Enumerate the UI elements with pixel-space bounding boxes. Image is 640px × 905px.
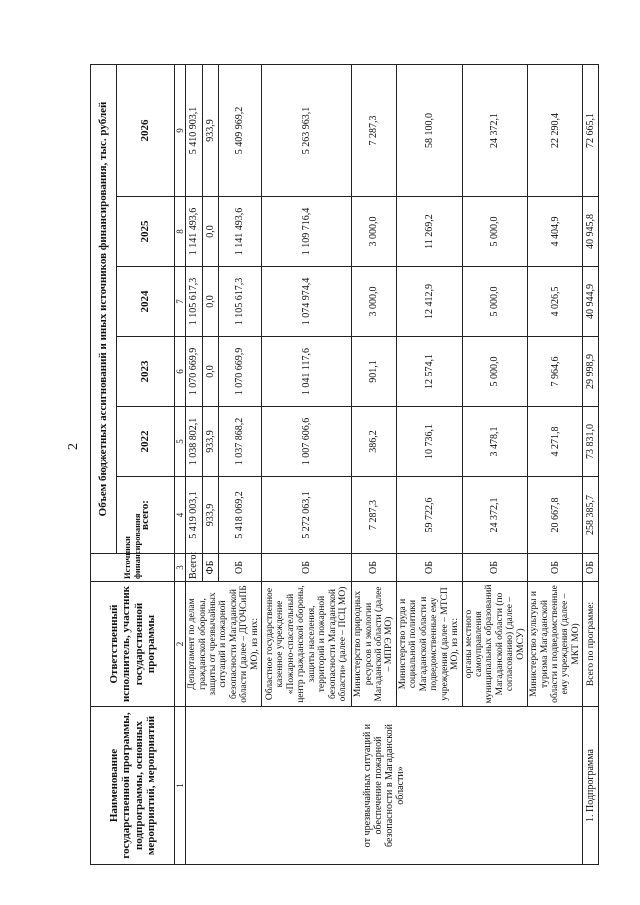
source-cell: ФБ: [202, 554, 218, 582]
value-cell: 1 037 868,2: [218, 407, 261, 477]
value-cell: 24 372,1: [462, 64, 528, 196]
value-cell: 5 272 063,1: [262, 477, 352, 554]
value-cell: 5 000,0: [462, 267, 528, 337]
value-cell: 4 271,8: [528, 407, 583, 477]
value-cell: 4 026,5: [528, 267, 583, 337]
header-year: 2024: [117, 267, 175, 337]
header-year: 2022: [117, 407, 175, 477]
column-number: 9: [175, 64, 186, 196]
source-cell: ОБ: [583, 554, 599, 582]
value-cell: 10 736,1: [396, 407, 462, 477]
header-year: 2023: [117, 337, 175, 407]
source-cell: ОБ: [462, 554, 528, 582]
source-cell: ОБ: [528, 554, 583, 582]
source-cell: Всего:: [186, 554, 202, 582]
value-cell: 22 290,4: [528, 64, 583, 196]
value-cell: 12 574,1: [396, 337, 462, 407]
column-number: 4: [175, 477, 186, 554]
subprogram-name-cell: 1. Подпрограмма: [583, 707, 599, 865]
value-cell: 4 404,9: [528, 197, 583, 267]
value-cell: 7 287,3: [352, 477, 397, 554]
value-cell: 72 665,1: [583, 64, 599, 196]
value-cell: 1 141 493,6: [186, 197, 202, 267]
value-cell: 1 007 606,6: [262, 407, 352, 477]
value-cell: 5 000,0: [462, 337, 528, 407]
value-cell: 901,1: [352, 337, 397, 407]
value-cell: 12 412,9: [396, 267, 462, 337]
page-number: 2: [66, 443, 81, 450]
value-cell: 933,9: [202, 407, 218, 477]
header-year: 2026: [117, 64, 175, 196]
value-cell: 0,0: [202, 267, 218, 337]
value-cell: 5 419 003,1: [186, 477, 202, 554]
value-cell: 59 722,6: [396, 477, 462, 554]
rotated-table-container: [90, 65, 597, 865]
value-cell: 40 945,8: [583, 197, 599, 267]
value-cell: 20 667,8: [528, 477, 583, 554]
value-cell: 0,0: [202, 197, 218, 267]
column-number: 2: [175, 582, 186, 707]
source-cell: ОБ: [218, 554, 261, 582]
executor-cell: Департамент по делам гражданской обороны, защиты от чрезвычайных ситуаций и пожарной безопасности Магаданской области (далее – ДГОЧСиПБ МО), из них:: [186, 582, 262, 707]
value-cell: 1 074 974,4: [262, 267, 352, 337]
column-number: 1: [175, 707, 186, 865]
value-cell: 933,9: [202, 477, 218, 554]
budget-table: [90, 64, 599, 865]
header-source: Источники финансирования: [91, 554, 175, 582]
source-cell: ОБ: [396, 554, 462, 582]
value-cell: 58 100,0: [396, 64, 462, 196]
value-cell: 3 478,1: [462, 407, 528, 477]
source-cell: ОБ: [262, 554, 352, 582]
value-cell: 1 070 669,9: [186, 337, 202, 407]
value-cell: 1 105 617,3: [218, 267, 261, 337]
value-cell: 29 998,9: [583, 337, 599, 407]
executor-cell: Областное государственное казенное учреждение «Пожарно-спасательный центр гражданской обороны, защиты населения, территорий и пожарной безопасности Магаданской области» (далее – ПСЦ МО): [262, 582, 352, 707]
value-cell: 73 831,0: [583, 407, 599, 477]
column-number: 8: [175, 197, 186, 267]
value-cell: 5 409 969,2: [218, 64, 261, 196]
header-program-name: Наименование государственной программы, подпрограммы, основных мероприятий, мероприятий: [91, 707, 175, 865]
source-cell: ОБ: [352, 554, 397, 582]
executor-cell: Министерство культуры и туризма Магаданской области и подведомственные ему учреждения (далее – МКТ МО): [528, 582, 583, 707]
value-cell: 7 964,6: [528, 337, 583, 407]
value-cell: 24 372,1: [462, 477, 528, 554]
value-cell: 933,9: [202, 64, 218, 196]
header-year: 2025: [117, 197, 175, 267]
value-cell: 1 038 802,1: [186, 407, 202, 477]
value-cell: 5 410 903,1: [186, 64, 202, 196]
value-cell: 3 000,0: [352, 267, 397, 337]
executor-cell: Министерство природных ресурсов и экологии Магаданской области (далее – МПРЭ МО): [352, 582, 397, 707]
column-number: 3: [175, 554, 186, 582]
value-cell: 40 944,9: [583, 267, 599, 337]
value-cell: 5 000,0: [462, 197, 528, 267]
value-cell: 3 000,0: [352, 197, 397, 267]
value-cell: 5 263 963,1: [262, 64, 352, 196]
value-cell: 386,2: [352, 407, 397, 477]
value-cell: 1 141 493,6: [218, 197, 261, 267]
column-number: 6: [175, 337, 186, 407]
value-cell: 11 269,2: [396, 197, 462, 267]
value-cell: 258 385,7: [583, 477, 599, 554]
program-name-cell: от чрезвычайных ситуаций и обеспечение пожарной безопасности в Магаданской области»: [186, 707, 583, 865]
executor-cell: Всего по программе:: [583, 582, 599, 707]
value-cell: 1 105 617,3: [186, 267, 202, 337]
column-number: 5: [175, 407, 186, 477]
executor-cell: органы местного самоуправления муниципальных образований Магаданской области (по согласованию) (далее – ОМСУ): [462, 582, 528, 707]
header-funding: Объем бюджетных ассигнований и иных источников финансирования, тыс. рублей: [91, 64, 117, 553]
column-number: 7: [175, 267, 186, 337]
header-total: всего:: [117, 477, 175, 554]
value-cell: 5 418 069,2: [218, 477, 261, 554]
executor-cell: Министерство труда и социальной политики Магаданской области и подведомственные ему учреждения (далее – МТСП МО), из них:: [396, 582, 462, 707]
value-cell: 7 287,3: [352, 64, 397, 196]
value-cell: 1 070 669,9: [218, 337, 261, 407]
value-cell: 0,0: [202, 337, 218, 407]
header-executor: Ответственный исполнитель, участник государственной программы: [91, 582, 175, 707]
value-cell: 1 041 117,6: [262, 337, 352, 407]
value-cell: 1 109 716,4: [262, 197, 352, 267]
